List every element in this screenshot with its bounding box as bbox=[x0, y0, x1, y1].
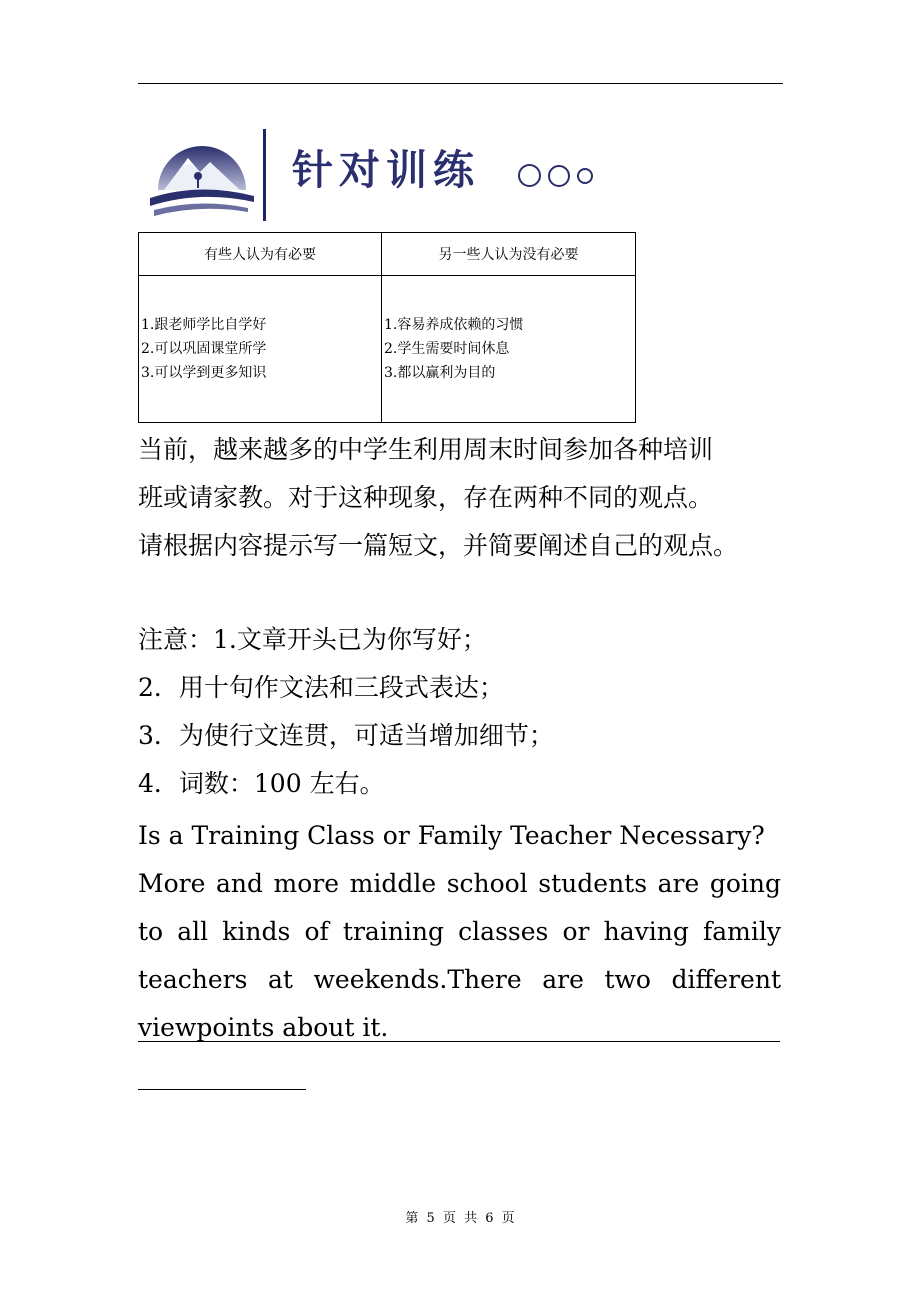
page-number: 5 bbox=[426, 1211, 435, 1226]
answer-line bbox=[138, 1089, 306, 1090]
table-row bbox=[139, 276, 636, 423]
footer-text: 页 bbox=[501, 1211, 515, 1226]
cell-unnecessary-reasons bbox=[382, 276, 636, 423]
footer-text: 第 bbox=[405, 1211, 419, 1226]
circle-icon bbox=[548, 165, 570, 187]
essay-title: Is a Training Class or Family Teacher Necessary? bbox=[138, 821, 765, 850]
intro-line: 当前，越来越多的中学生利用周末时间参加各种培训 bbox=[138, 435, 714, 464]
top-rule bbox=[138, 83, 783, 84]
header-divider bbox=[263, 129, 266, 221]
total-pages: 6 bbox=[485, 1211, 494, 1226]
list-item: 2.学生需要时间休息 bbox=[384, 341, 510, 357]
section-header bbox=[150, 126, 620, 222]
mountain-logo-icon bbox=[150, 138, 254, 218]
answer-line bbox=[138, 1041, 780, 1042]
note-line: 4．词数：100 左右。 bbox=[138, 769, 385, 798]
header-unnecessary: 另一些人认为没有必要 bbox=[382, 233, 636, 276]
cell-necessary-reasons bbox=[139, 276, 382, 423]
list-item: 2.可以巩固课堂所学 bbox=[141, 341, 267, 357]
task-intro bbox=[138, 426, 798, 570]
essay-opening: More and more middle school students are going to all kinds of training classes or having family teachers at weekends.There are two different viewpoints about it. bbox=[138, 869, 781, 1042]
list-item: 1.容易养成依赖的习惯 bbox=[384, 317, 524, 333]
three-circles-icon bbox=[518, 164, 593, 187]
circle-icon bbox=[577, 168, 593, 184]
viewpoints-table bbox=[138, 232, 636, 423]
note-line: 2．用十句作文法和三段式表达； bbox=[138, 673, 504, 702]
list-item: 3.都以赢利为目的 bbox=[384, 365, 496, 381]
intro-line: 班或请家教。对于这种现象，存在两种不同的观点。 bbox=[138, 483, 714, 512]
circle-icon bbox=[518, 164, 541, 187]
intro-line: 请根据内容提示写一篇短文，并简要阐述自己的观点。 bbox=[138, 531, 739, 560]
task-notes bbox=[138, 616, 798, 808]
page-footer bbox=[0, 1207, 920, 1226]
footer-text: 页 bbox=[442, 1211, 456, 1226]
note-line: 3．为使行文连贯，可适当增加细节； bbox=[138, 721, 554, 750]
section-title: 针对训练 bbox=[292, 146, 480, 194]
list-item: 3.可以学到更多知识 bbox=[141, 365, 267, 381]
table-header-row bbox=[139, 233, 636, 276]
note-line: 注意：1.文章开头已为你写好； bbox=[138, 625, 487, 654]
footer-text: 共 bbox=[464, 1211, 478, 1226]
header-necessary: 有些人认为有必要 bbox=[139, 233, 382, 276]
list-item: 1.跟老师学比自学好 bbox=[141, 317, 267, 333]
